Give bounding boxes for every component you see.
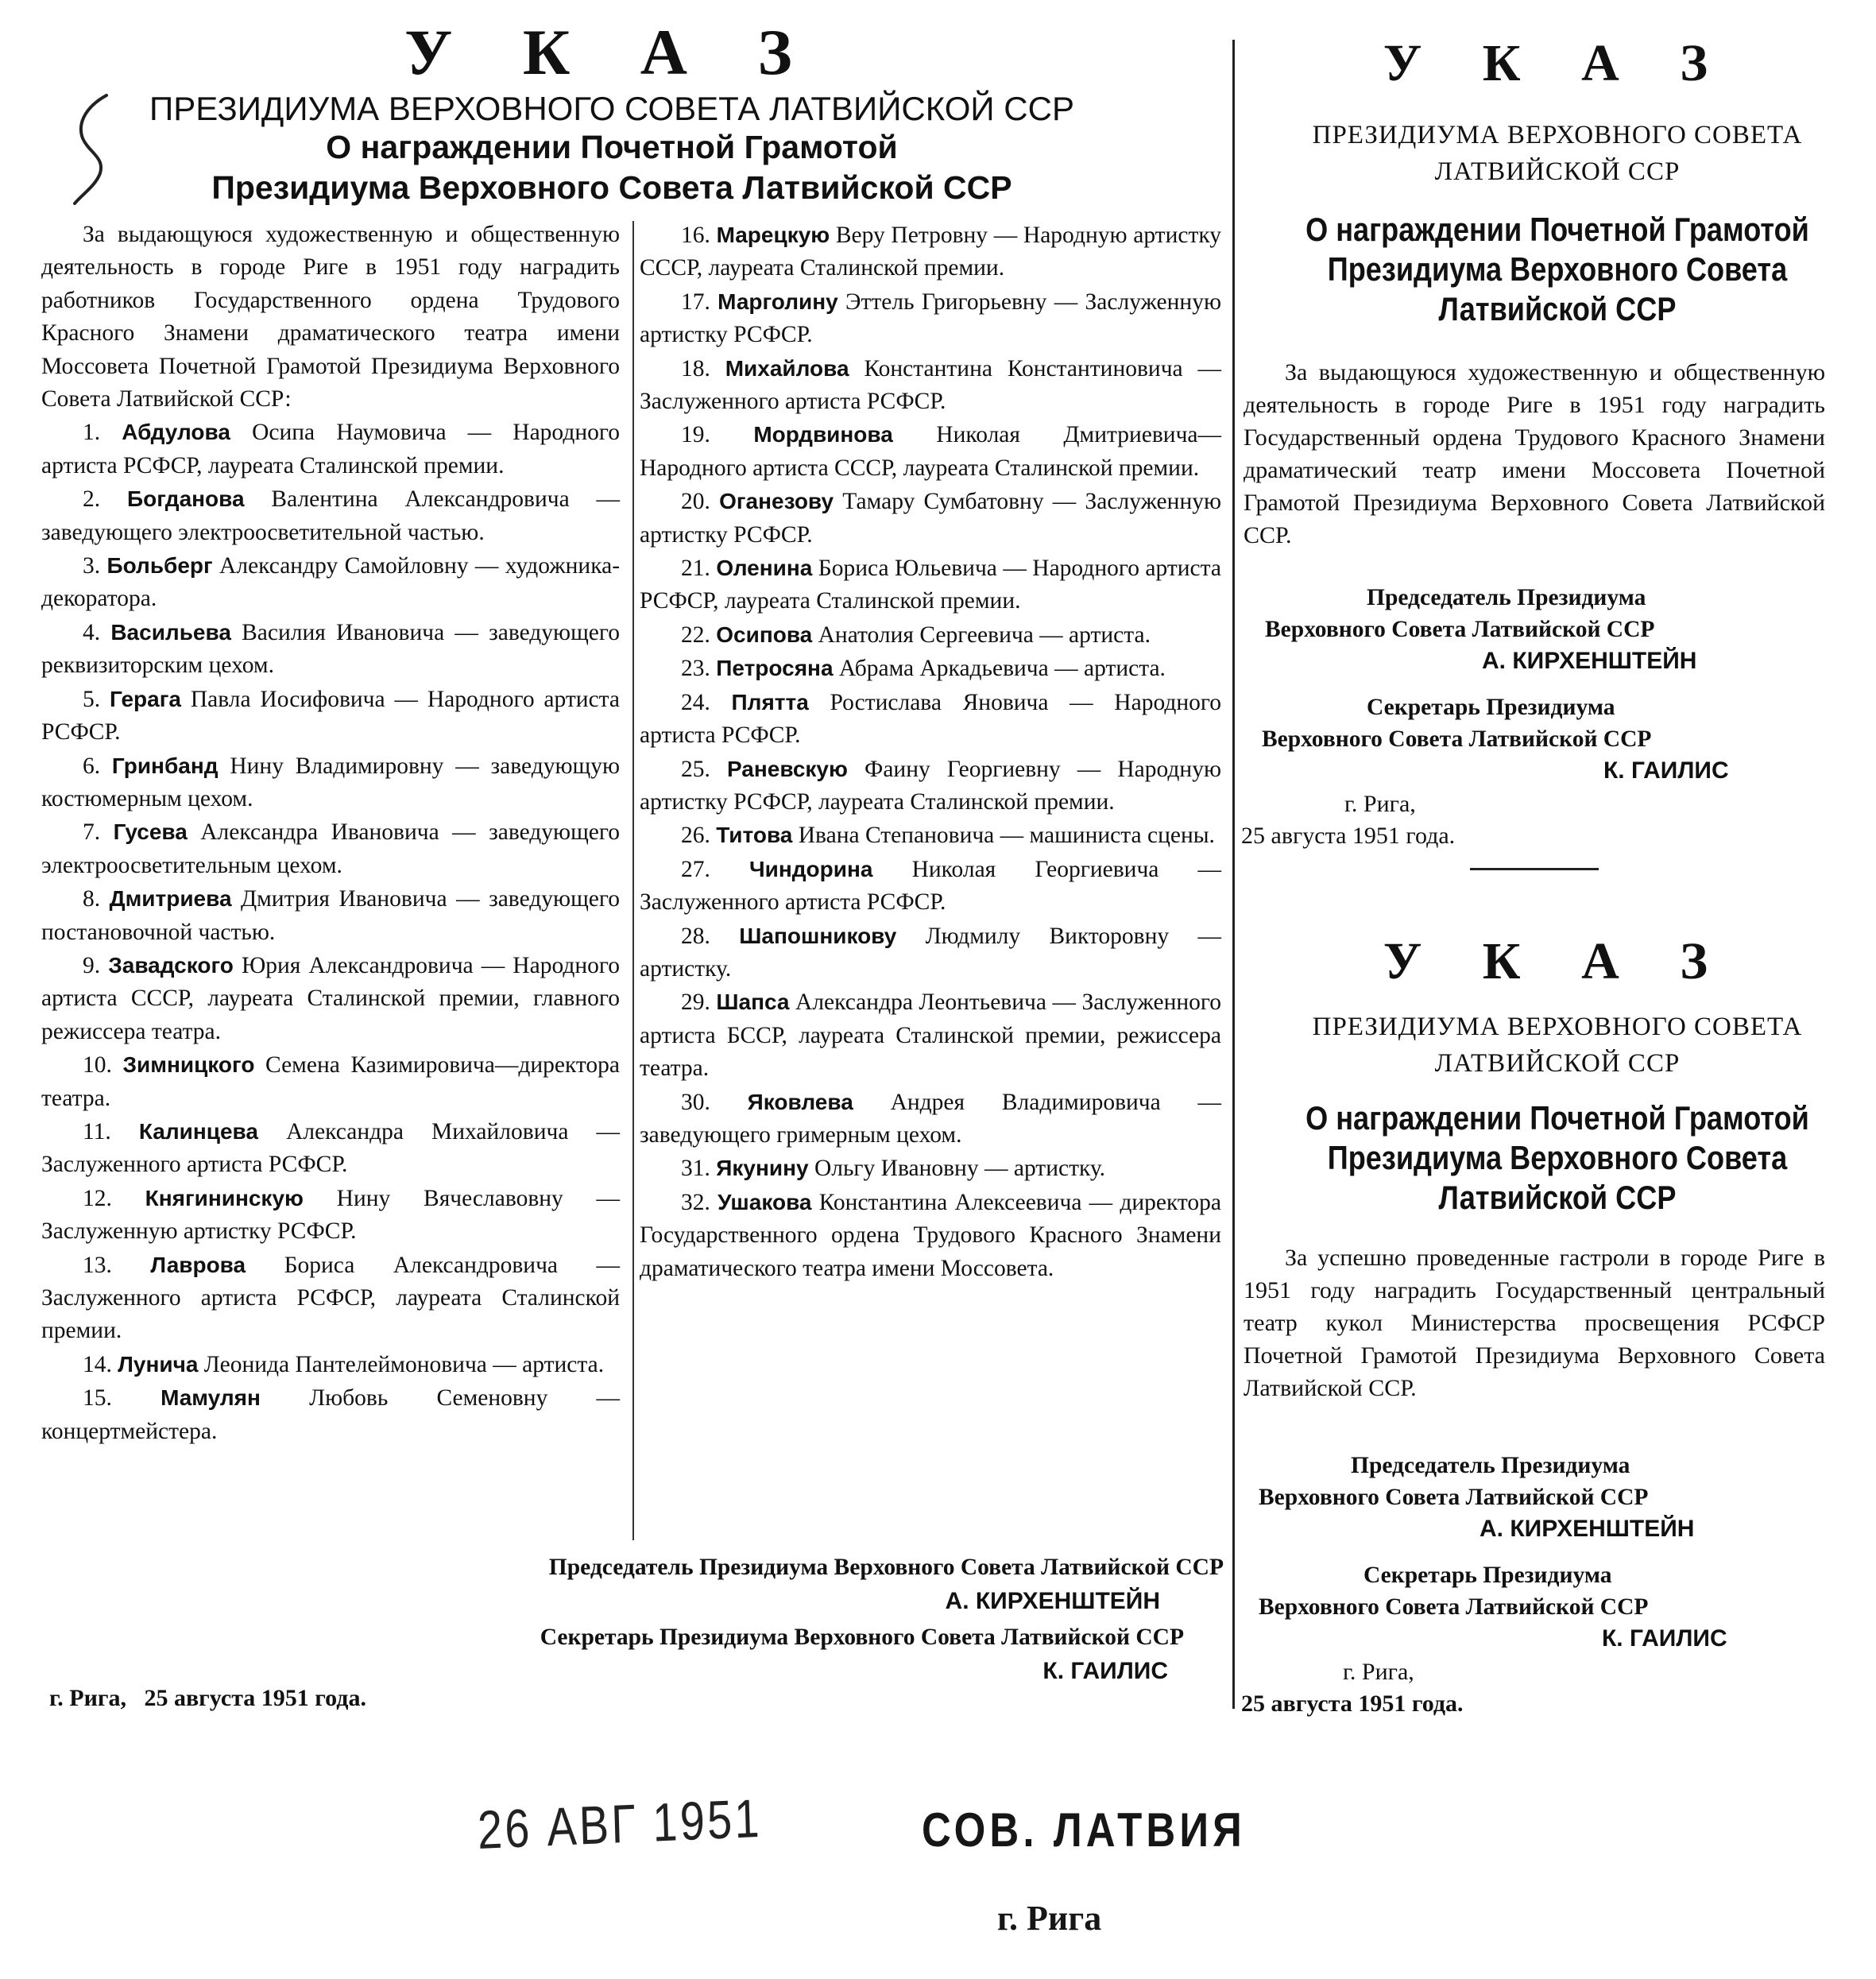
award-list-item — [41, 882, 620, 949]
award-list-item — [640, 753, 1221, 819]
award-list-item — [41, 1048, 620, 1115]
award-item-surname: Гусева — [113, 819, 188, 845]
left-secretary-title: Секретарь Президиума Верховного Совета Латвийской ССР — [540, 1625, 1184, 1650]
award-item-number: 16. — [681, 223, 710, 248]
right-decree-1-secretary-name: К. ГАИЛИС — [1603, 757, 1729, 784]
award-item-surname: Чиндорина — [748, 856, 873, 881]
newspaper-masthead-stamp: СОВ. ЛАТВИЯ — [922, 1803, 1246, 1857]
right-decree-2-text: За успешно проведенные гастроли в городе Риге в 1951 году наградить Государственный центральный театр кукол Министерства просвещения РСФСР Почетной Грамотой Президиума Верховного Совета Латвийской ССР. — [1244, 1245, 1825, 1401]
award-item-number: 1. — [83, 420, 101, 446]
right-decree-1-heading: У К А З — [1383, 34, 1732, 92]
award-item-number: 24. — [681, 689, 710, 715]
award-item-surname: Раневскую — [726, 756, 848, 781]
award-list-item — [640, 418, 1221, 485]
award-item-details: Александра Михайловича — Заслуженного артиста РСФСР. — [41, 1118, 620, 1178]
right-decree-2-secretary-name: К. ГАИЛИС — [1602, 1625, 1727, 1652]
left-decree-intro: За выдающуюся художественную и общественную деятельность в городе Риге в 1951 году наградить работников Государственного ордена Трудового Красного Знамени драматического театра имени Моссовета Почетной Грамотой Президиума Верховного Совета Латвийской ССР: — [41, 222, 620, 412]
award-item-number: 15. — [83, 1385, 112, 1412]
right-decree-2-chairman-line2: Верховного Совета Латвийской ССР — [1259, 1485, 1649, 1510]
award-item-surname: Марголину — [718, 289, 838, 314]
award-item-number: 12. — [83, 1185, 112, 1211]
award-item-details: Веру Петровну — Народную артистку СССР, лауреата Сталинской премии. — [640, 223, 1222, 281]
award-item-details: Александру Самойловну — художника-декоратора. — [41, 553, 621, 612]
award-list-item — [640, 618, 1221, 652]
award-item-surname: Шапошникову — [739, 923, 897, 948]
award-item-surname: Лаврова — [150, 1252, 246, 1277]
award-item-number: 21. — [681, 556, 710, 582]
award-item-details: Константина Константиновича — Заслуженного артиста РСФСР. — [640, 355, 1222, 415]
award-item-details: Юрия Александровича — Народного артиста СССР, лауреата Сталинской премии, главного режиссера театра. — [41, 952, 621, 1044]
award-item-number: 29. — [681, 990, 710, 1016]
award-list-item — [41, 416, 620, 482]
award-list-item — [640, 986, 1221, 1085]
award-item-surname: Марецкую — [716, 223, 830, 247]
left-decree-title — [0, 127, 1224, 208]
award-item-details: Леонида Пантелеймоновича — артиста. — [203, 1351, 605, 1377]
right-decree-2-date: 25 августа 1951 года. — [1241, 1690, 1464, 1717]
award-item-number: 14. — [83, 1351, 112, 1377]
award-item-number: 22. — [681, 622, 710, 648]
page-vertical-rule — [1232, 40, 1235, 1709]
award-item-surname: Абдулова — [122, 420, 230, 445]
award-item-details: Эттель Григорьевну — Заслуженную артистку РСФСР. — [640, 289, 1222, 348]
award-item-number: 26. — [681, 823, 710, 849]
award-list-item — [41, 1348, 620, 1381]
award-item-details: Константина Алексеевича — директора Государственного ордена Трудового Красного Знамени драматического театра имени Моссовета. — [640, 1189, 1222, 1281]
award-item-number: 10. — [83, 1052, 112, 1079]
award-item-number: 30. — [681, 1089, 710, 1115]
award-list-item — [640, 1186, 1221, 1285]
award-list-item — [640, 1086, 1221, 1152]
award-item-surname: Яковлева — [747, 1089, 853, 1114]
right-decree-2-title-line1: О награждении Почетной Грамотой — [1305, 1099, 1809, 1137]
award-item-number: 6. — [83, 753, 101, 779]
award-item-surname: Калинцева — [138, 1118, 258, 1144]
award-list-item — [640, 920, 1221, 986]
award-item-number: 11. — [83, 1118, 111, 1144]
award-list-item — [640, 485, 1221, 552]
award-item-number: 25. — [681, 756, 710, 782]
right-decree-1-title-line1: О награждении Почетной Грамотой — [1305, 211, 1809, 248]
award-item-surname: Васильева — [110, 619, 231, 645]
award-item-surname: Мордвинова — [753, 422, 893, 447]
column-divider — [632, 221, 634, 1540]
left-chairman-title: Председатель Президиума Верховного Совета Латвийской ССР — [548, 1555, 1224, 1580]
award-item-surname: Богданова — [126, 486, 245, 512]
right-decree-2-presidium-line2: ЛАТВИЙСКОЙ ССР — [1434, 1049, 1681, 1078]
award-item-surname: Ушакова — [718, 1189, 812, 1214]
award-item-details: Бориса Александровича — Заслуженного артиста РСФСР, лауреата Сталинской премии. — [41, 1252, 620, 1344]
award-list-item — [640, 219, 1221, 285]
award-item-surname: Дмитриева — [109, 886, 232, 912]
award-item-surname: Завадского — [108, 952, 234, 978]
award-list-item — [640, 352, 1221, 419]
award-list-item — [41, 815, 620, 882]
award-item-details: Осипа Наумовича — Народного артиста РСФСР, лауреата Сталинской премии. — [41, 420, 620, 478]
award-item-details: Нину Владимировну — заведующую костюмерным цехом. — [41, 753, 621, 811]
award-list-item — [640, 686, 1221, 753]
right-decree-1-chairman-name: А. КИРХЕНШТЕЙН — [1482, 648, 1697, 674]
award-list-item — [640, 819, 1221, 852]
award-item-number: 4. — [83, 619, 101, 645]
award-item-surname: Больберг — [106, 553, 213, 579]
award-item-number: 31. — [681, 1156, 710, 1182]
award-item-details: Дмитрия Ивановича — заведующего постановочной частью. — [41, 886, 620, 945]
award-item-surname: Княгининскую — [145, 1185, 304, 1210]
award-item-number: 8. — [83, 886, 101, 912]
award-item-number: 23. — [681, 656, 710, 682]
left-decree-heading: У К А З — [404, 16, 819, 88]
right-decree-2-secretary-line2: Верховного Совета Латвийской ССР — [1259, 1594, 1649, 1620]
award-list-item — [41, 683, 620, 749]
award-item-number: 7. — [83, 819, 101, 846]
award-item-details: Александра Ивановича — заведующего электроосветительным цехом. — [41, 819, 621, 878]
award-item-surname: Лунича — [118, 1351, 199, 1377]
award-item-surname: Зимницкого — [122, 1052, 255, 1078]
award-list-item — [640, 652, 1221, 685]
award-list-part-1 — [41, 416, 620, 1448]
award-item-number: 32. — [681, 1189, 710, 1215]
award-item-surname: Мамулян — [161, 1385, 261, 1411]
right-decree-2-chairman-line1: Председатель Президиума — [1351, 1453, 1630, 1478]
award-item-surname: Петросяна — [716, 656, 834, 681]
left-decree-column-2 — [640, 219, 1221, 1285]
award-list-item — [41, 1249, 620, 1348]
award-item-surname: Осипова — [716, 622, 813, 647]
right-decree-2-secretary-line1: Секретарь Президиума — [1363, 1563, 1612, 1588]
right-decree-1-chairman-line2: Верховного Совета Латвийской ССР — [1265, 617, 1655, 642]
city-stamp: г. Рига — [997, 1899, 1102, 1938]
right-decree-2-title-line2: Президиума Верховного Совета — [1327, 1139, 1788, 1176]
right-decree-1-secretary-line2: Верховного Совета Латвийской ССР — [1262, 726, 1652, 752]
right-decree-1-chairman-line1: Председатель Президиума — [1367, 585, 1646, 610]
award-item-surname: Якунину — [716, 1156, 809, 1181]
award-item-number: 28. — [681, 923, 710, 949]
award-item-surname: Гринбанд — [111, 753, 219, 778]
award-list-item — [41, 1381, 620, 1448]
award-list-item — [41, 949, 620, 1048]
award-item-details: Василия Ивановича — заведующего реквизиторским цехом. — [41, 619, 620, 679]
award-item-details: Ростислава Яновича — Народного артиста РСФСР. — [640, 689, 1222, 749]
award-item-number: 5. — [83, 686, 101, 712]
left-place-date: г. Рига, 25 августа 1951 года. — [49, 1685, 366, 1711]
award-list-item — [640, 853, 1221, 920]
award-list-part-2 — [640, 219, 1221, 1285]
award-item-details: Фаину Георгиевну — Народную артистку РСФСР, лауреата Сталинской премии. — [640, 756, 1221, 815]
right-decree-1-presidium-line2: ЛАТВИЙСКОЙ ССР — [1434, 157, 1681, 186]
right-decree-2-heading: У К А З — [1383, 932, 1732, 990]
left-decree-title-line2: Президиума Верховного Совета Латвийской ССР — [211, 169, 1012, 206]
award-item-details: Анатолия Сергеевича — артиста. — [818, 622, 1151, 648]
award-item-surname: Оганезову — [719, 489, 834, 514]
award-item-number: 2. — [83, 486, 101, 513]
left-decree-title-line1: О награждении Почетной Грамотой — [326, 129, 898, 165]
award-item-number: 9. — [83, 952, 101, 978]
right-decree-1-title-line2: Президиума Верховного Совета — [1327, 250, 1788, 288]
award-list-item — [41, 1115, 620, 1182]
award-item-details: Ольгу Ивановну — артистку. — [814, 1156, 1106, 1182]
award-item-details: Абрама Аркадьевича — артиста. — [838, 656, 1166, 682]
right-decree-2-presidium-line1: ПРЕЗИДИУМА ВЕРХОВНОГО СОВЕТА — [1312, 1013, 1803, 1041]
right-decree-1-presidium-line1: ПРЕЗИДИУМА ВЕРХОВНОГО СОВЕТА — [1312, 121, 1803, 149]
right-decree-2-title-line3: Латвийской ССР — [1438, 1179, 1677, 1216]
decree-separator — [1470, 868, 1599, 870]
right-decree-1-text: За выдающуюся художественную и общественную деятельность в городе Риге в 1951 году наградить Государственный ордена Трудового Красного Знамени драматический театр имени Моссовета Почетной Грамотой Президиума Верховного Совета Латвийской ССР. — [1244, 359, 1825, 548]
right-decree-2-place: г. Рига, — [1343, 1659, 1414, 1685]
award-item-surname: Герага — [110, 686, 181, 711]
award-item-surname: Плятта — [731, 689, 809, 715]
award-list-item — [640, 1152, 1221, 1185]
award-item-details: Людмилу Викторовну — артистку. — [640, 923, 1222, 982]
award-list-item — [41, 482, 620, 549]
award-item-details: Николая Дмитриевича— Народного артиста СССР, лауреата Сталинской премии. — [640, 422, 1222, 481]
award-item-details: Павла Иосифовича — Народного артиста РСФСР. — [41, 686, 621, 746]
award-item-details: Бориса Юльевича — Народного артиста РСФСР, лауреата Сталинской премии. — [640, 556, 1222, 614]
award-item-number: 20. — [681, 489, 710, 515]
right-decree-1-date: 25 августа 1951 года. — [1241, 823, 1456, 849]
award-list-item — [640, 552, 1221, 618]
right-decree-1-place: г. Рига, — [1344, 791, 1416, 817]
award-item-details: Тамару Сумбатовну — Заслуженную артистку РСФСР. — [640, 489, 1222, 548]
award-item-details: Андрея Владимировича — заведующего гримерным цехом. — [640, 1089, 1222, 1148]
award-item-surname: Михайлова — [725, 355, 849, 381]
award-list-item — [41, 749, 620, 816]
right-decree-1-secretary-line1: Секретарь Президиума — [1367, 695, 1615, 720]
award-item-number: 27. — [681, 856, 710, 882]
right-decree-2-chairman-name: А. КИРХЕНШТЕЙН — [1480, 1516, 1695, 1542]
left-decree-presidium: ПРЕЗИДИУМА ВЕРХОВНОГО СОВЕТА ЛАТВИЙСКОЙ ССР — [149, 90, 1074, 127]
award-item-details: Семена Казимировича—директора театра. — [41, 1052, 621, 1111]
award-item-number: 3. — [83, 553, 101, 579]
award-item-details: Валентина Александровича — заведующего электроосветительной частью. — [41, 486, 620, 545]
left-decree-column-1 — [41, 219, 620, 1448]
award-item-details: Любовь Семеновну — концертмейстера. — [41, 1385, 621, 1444]
award-item-surname: Оленина — [716, 556, 813, 581]
left-chairman-name: А. КИРХЕНШТЕЙН — [945, 1588, 1160, 1614]
award-item-number: 19. — [681, 422, 710, 448]
award-item-details: Ивана Степановича — машиниста сцены. — [798, 823, 1215, 849]
award-item-details: Николая Георгиевича — Заслуженного артиста РСФСР. — [640, 856, 1221, 916]
award-list-item — [41, 616, 620, 683]
award-item-surname: Титова — [716, 823, 793, 848]
award-item-number: 13. — [83, 1252, 112, 1278]
left-secretary-name: К. ГАИЛИС — [1042, 1658, 1168, 1684]
right-decree-1-title-line3: Латвийской ССР — [1438, 290, 1677, 327]
award-list-item — [640, 285, 1221, 352]
award-list-item — [41, 549, 620, 616]
award-item-details: Александра Леонтьевича — Заслуженного артиста БССР, лауреата Сталинской премии, режиссера театра. — [640, 990, 1222, 1082]
award-item-number: 17. — [681, 289, 710, 315]
award-item-surname: Шапса — [716, 990, 790, 1015]
award-item-number: 18. — [681, 355, 710, 381]
award-list-item — [41, 1182, 620, 1249]
received-date-stamp: 26 АВГ 1951 — [477, 1787, 763, 1861]
award-item-details: Нину Вячеславовну — Заслуженную артистку РСФСР. — [41, 1185, 621, 1245]
